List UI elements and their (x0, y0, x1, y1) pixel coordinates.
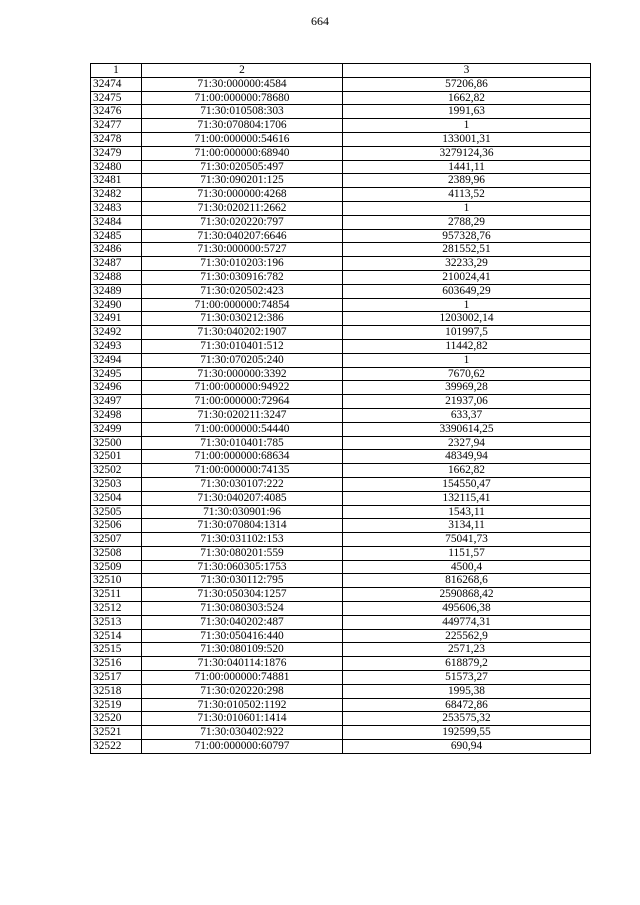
value-cell: 133001,31 (343, 132, 591, 146)
cadastral-number-cell: 71:30:040207:6646 (142, 229, 343, 243)
value-cell: 618879,2 (343, 657, 591, 671)
table-row (91, 91, 591, 105)
cadastral-number-cell: 71:30:030112:795 (142, 574, 343, 588)
cadastral-number-cell: 71:30:030212:386 (142, 312, 343, 326)
table-row (91, 491, 591, 505)
table-row (91, 257, 591, 271)
data-table (90, 63, 591, 754)
cadastral-number-cell: 71:30:070804:1314 (142, 519, 343, 533)
cadastral-number-cell: 71:30:040207:4085 (142, 491, 343, 505)
row-number-cell: 32518 (91, 684, 142, 698)
value-cell: 253575,32 (343, 712, 591, 726)
table-row (91, 105, 591, 119)
value-cell: 495606,38 (343, 602, 591, 616)
cadastral-number-cell: 71:00:000000:74135 (142, 464, 343, 478)
row-number-cell: 32513 (91, 615, 142, 629)
table-row (91, 560, 591, 574)
value-cell: 1995,38 (343, 684, 591, 698)
header-cell-1: 1 (91, 64, 142, 78)
row-number-cell: 32493 (91, 339, 142, 353)
row-number-cell: 32504 (91, 491, 142, 505)
table-row (91, 671, 591, 685)
cadastral-number-cell: 71:30:060305:1753 (142, 560, 343, 574)
value-cell: 1 (343, 119, 591, 133)
value-cell: 1151,57 (343, 546, 591, 560)
row-number-cell: 32506 (91, 519, 142, 533)
cadastral-number-cell: 71:30:010203:196 (142, 257, 343, 271)
value-cell: 210024,41 (343, 270, 591, 284)
row-number-cell: 32475 (91, 91, 142, 105)
row-number-cell: 32516 (91, 657, 142, 671)
cadastral-number-cell: 71:30:070205:240 (142, 353, 343, 367)
value-cell: 1662,82 (343, 464, 591, 478)
value-cell: 1 (343, 298, 591, 312)
table-row (91, 77, 591, 91)
value-cell: 75041,73 (343, 533, 591, 547)
value-cell: 3279124,36 (343, 146, 591, 160)
cadastral-number-cell: 71:30:010502:1192 (142, 698, 343, 712)
table-row (91, 464, 591, 478)
value-cell: 39969,28 (343, 381, 591, 395)
row-number-cell: 32486 (91, 243, 142, 257)
row-number-cell: 32495 (91, 367, 142, 381)
cadastral-number-cell: 71:30:020505:497 (142, 160, 343, 174)
cadastral-number-cell: 71:30:090201:125 (142, 174, 343, 188)
cadastral-number-cell: 71:30:031102:153 (142, 533, 343, 547)
table-body (91, 64, 591, 754)
cadastral-number-cell: 71:30:010601:1414 (142, 712, 343, 726)
table-row (91, 215, 591, 229)
table-row (91, 201, 591, 215)
table-row (91, 270, 591, 284)
row-number-cell: 32489 (91, 284, 142, 298)
cadastral-number-cell: 71:00:000000:74854 (142, 298, 343, 312)
cadastral-number-cell: 71:30:080201:559 (142, 546, 343, 560)
cadastral-number-cell: 71:00:000000:54616 (142, 132, 343, 146)
cadastral-number-cell: 71:30:030402:922 (142, 726, 343, 740)
value-cell: 1203002,14 (343, 312, 591, 326)
row-number-cell: 32521 (91, 726, 142, 740)
table-row (91, 353, 591, 367)
table-row (91, 629, 591, 643)
table-row (91, 229, 591, 243)
row-number-cell: 32511 (91, 588, 142, 602)
table-row (91, 298, 591, 312)
table-row (91, 395, 591, 409)
cadastral-number-cell: 71:30:020220:797 (142, 215, 343, 229)
cadastral-number-cell: 71:30:040202:487 (142, 615, 343, 629)
table-row (91, 588, 591, 602)
row-number-cell: 32497 (91, 395, 142, 409)
table-row (91, 726, 591, 740)
row-number-cell: 32522 (91, 740, 142, 754)
value-cell: 4113,52 (343, 188, 591, 202)
row-number-cell: 32481 (91, 174, 142, 188)
table-row (91, 243, 591, 257)
table-row (91, 684, 591, 698)
table-row (91, 602, 591, 616)
value-cell: 1543,11 (343, 505, 591, 519)
cadastral-number-cell: 71:30:020220:298 (142, 684, 343, 698)
page-number: 664 (311, 14, 329, 28)
cadastral-number-cell: 71:30:080303:524 (142, 602, 343, 616)
value-cell: 816268,6 (343, 574, 591, 588)
cadastral-number-cell: 71:30:020502:423 (142, 284, 343, 298)
row-number-cell: 32474 (91, 77, 142, 91)
value-cell: 3134,11 (343, 519, 591, 533)
value-cell: 2571,23 (343, 643, 591, 657)
value-cell: 51573,27 (343, 671, 591, 685)
table-row (91, 422, 591, 436)
row-number-cell: 32482 (91, 188, 142, 202)
row-number-cell: 32500 (91, 436, 142, 450)
cadastral-number-cell: 71:00:000000:78680 (142, 91, 343, 105)
table-row (91, 657, 591, 671)
row-number-cell: 32490 (91, 298, 142, 312)
value-cell: 1441,11 (343, 160, 591, 174)
value-cell: 690,94 (343, 740, 591, 754)
header-cell-3: 3 (343, 64, 591, 78)
value-cell: 1 (343, 353, 591, 367)
row-number-cell: 32514 (91, 629, 142, 643)
table-row (91, 326, 591, 340)
cadastral-number-cell: 71:30:050304:1257 (142, 588, 343, 602)
table-row (91, 740, 591, 754)
cadastral-number-cell: 71:30:070804:1706 (142, 119, 343, 133)
cadastral-number-cell: 71:30:030901:96 (142, 505, 343, 519)
table-row (91, 436, 591, 450)
table-row (91, 574, 591, 588)
value-cell: 2590868,42 (343, 588, 591, 602)
cadastral-number-cell: 71:30:010401:785 (142, 436, 343, 450)
value-cell: 449774,31 (343, 615, 591, 629)
cadastral-number-cell: 71:00:000000:72964 (142, 395, 343, 409)
cadastral-number-cell: 71:00:000000:60797 (142, 740, 343, 754)
value-cell: 1991,63 (343, 105, 591, 119)
value-cell: 957328,76 (343, 229, 591, 243)
row-number-cell: 32480 (91, 160, 142, 174)
row-number-cell: 32496 (91, 381, 142, 395)
table-row (91, 174, 591, 188)
table-row (91, 519, 591, 533)
row-number-cell: 32488 (91, 270, 142, 284)
value-cell: 225562,9 (343, 629, 591, 643)
row-number-cell: 32505 (91, 505, 142, 519)
value-cell: 101997,5 (343, 326, 591, 340)
row-number-cell: 32502 (91, 464, 142, 478)
value-cell: 7670,62 (343, 367, 591, 381)
value-cell: 154550,47 (343, 477, 591, 491)
table-row (91, 698, 591, 712)
table-row (91, 408, 591, 422)
table-row (91, 339, 591, 353)
row-number-cell: 32476 (91, 105, 142, 119)
cadastral-number-cell: 71:30:000000:4584 (142, 77, 343, 91)
cadastral-number-cell: 71:30:080109:520 (142, 643, 343, 657)
value-cell: 4500,4 (343, 560, 591, 574)
value-cell: 3390614,25 (343, 422, 591, 436)
table-row (91, 381, 591, 395)
row-number-cell: 32494 (91, 353, 142, 367)
table-row (91, 712, 591, 726)
value-cell: 603649,29 (343, 284, 591, 298)
table-row (91, 160, 591, 174)
row-number-cell: 32492 (91, 326, 142, 340)
table-row (91, 505, 591, 519)
cadastral-number-cell: 71:00:000000:54440 (142, 422, 343, 436)
value-cell: 32233,29 (343, 257, 591, 271)
cadastral-number-cell: 71:30:000000:3392 (142, 367, 343, 381)
value-cell: 1 (343, 201, 591, 215)
cadastral-number-cell: 71:00:000000:94922 (142, 381, 343, 395)
table-row (91, 312, 591, 326)
row-number-cell: 32484 (91, 215, 142, 229)
value-cell: 11442,82 (343, 339, 591, 353)
row-number-cell: 32501 (91, 450, 142, 464)
table-row (91, 643, 591, 657)
value-cell: 281552,51 (343, 243, 591, 257)
table-row (91, 188, 591, 202)
row-number-cell: 32510 (91, 574, 142, 588)
row-number-cell: 32512 (91, 602, 142, 616)
row-number-cell: 32508 (91, 546, 142, 560)
value-cell: 633,37 (343, 408, 591, 422)
cadastral-number-cell: 71:00:000000:68940 (142, 146, 343, 160)
cadastral-number-cell: 71:30:000000:5727 (142, 243, 343, 257)
cadastral-number-cell: 71:30:000000:4268 (142, 188, 343, 202)
row-number-cell: 32499 (91, 422, 142, 436)
table-row (91, 450, 591, 464)
table-row (91, 533, 591, 547)
cadastral-number-cell: 71:30:020211:3247 (142, 408, 343, 422)
row-number-cell: 32503 (91, 477, 142, 491)
row-number-cell: 32519 (91, 698, 142, 712)
table-row (91, 132, 591, 146)
value-cell: 192599,55 (343, 726, 591, 740)
cadastral-number-cell: 71:30:040114:1876 (142, 657, 343, 671)
row-number-cell: 32485 (91, 229, 142, 243)
table-row (91, 546, 591, 560)
cadastral-number-cell: 71:30:030107:222 (142, 477, 343, 491)
table-row (91, 146, 591, 160)
header-cell-2: 2 (142, 64, 343, 78)
value-cell: 68472,86 (343, 698, 591, 712)
value-cell: 57206,86 (343, 77, 591, 91)
row-number-cell: 32491 (91, 312, 142, 326)
row-number-cell: 32509 (91, 560, 142, 574)
row-number-cell: 32478 (91, 132, 142, 146)
value-cell: 1662,82 (343, 91, 591, 105)
row-number-cell: 32507 (91, 533, 142, 547)
cadastral-number-cell: 71:30:030916:782 (142, 270, 343, 284)
cadastral-number-cell: 71:00:000000:74881 (142, 671, 343, 685)
table-row (91, 367, 591, 381)
value-cell: 48349,94 (343, 450, 591, 464)
row-number-cell: 32483 (91, 201, 142, 215)
value-cell: 2788,29 (343, 215, 591, 229)
cadastral-number-cell: 71:30:050416:440 (142, 629, 343, 643)
cadastral-number-cell: 71:00:000000:68634 (142, 450, 343, 464)
row-number-cell: 32517 (91, 671, 142, 685)
table-row (91, 284, 591, 298)
value-cell: 2389,96 (343, 174, 591, 188)
value-cell: 2327,94 (343, 436, 591, 450)
row-number-cell: 32479 (91, 146, 142, 160)
cadastral-number-cell: 71:30:010401:512 (142, 339, 343, 353)
row-number-cell: 32487 (91, 257, 142, 271)
row-number-cell: 32520 (91, 712, 142, 726)
cadastral-number-cell: 71:30:020211:2662 (142, 201, 343, 215)
table-row (91, 477, 591, 491)
table-row (91, 119, 591, 133)
value-cell: 21937,06 (343, 395, 591, 409)
table-header-row (91, 64, 591, 78)
cadastral-number-cell: 71:30:010508:303 (142, 105, 343, 119)
row-number-cell: 32498 (91, 408, 142, 422)
cadastral-number-cell: 71:30:040202:1907 (142, 326, 343, 340)
row-number-cell: 32515 (91, 643, 142, 657)
row-number-cell: 32477 (91, 119, 142, 133)
table-row (91, 615, 591, 629)
value-cell: 132115,41 (343, 491, 591, 505)
